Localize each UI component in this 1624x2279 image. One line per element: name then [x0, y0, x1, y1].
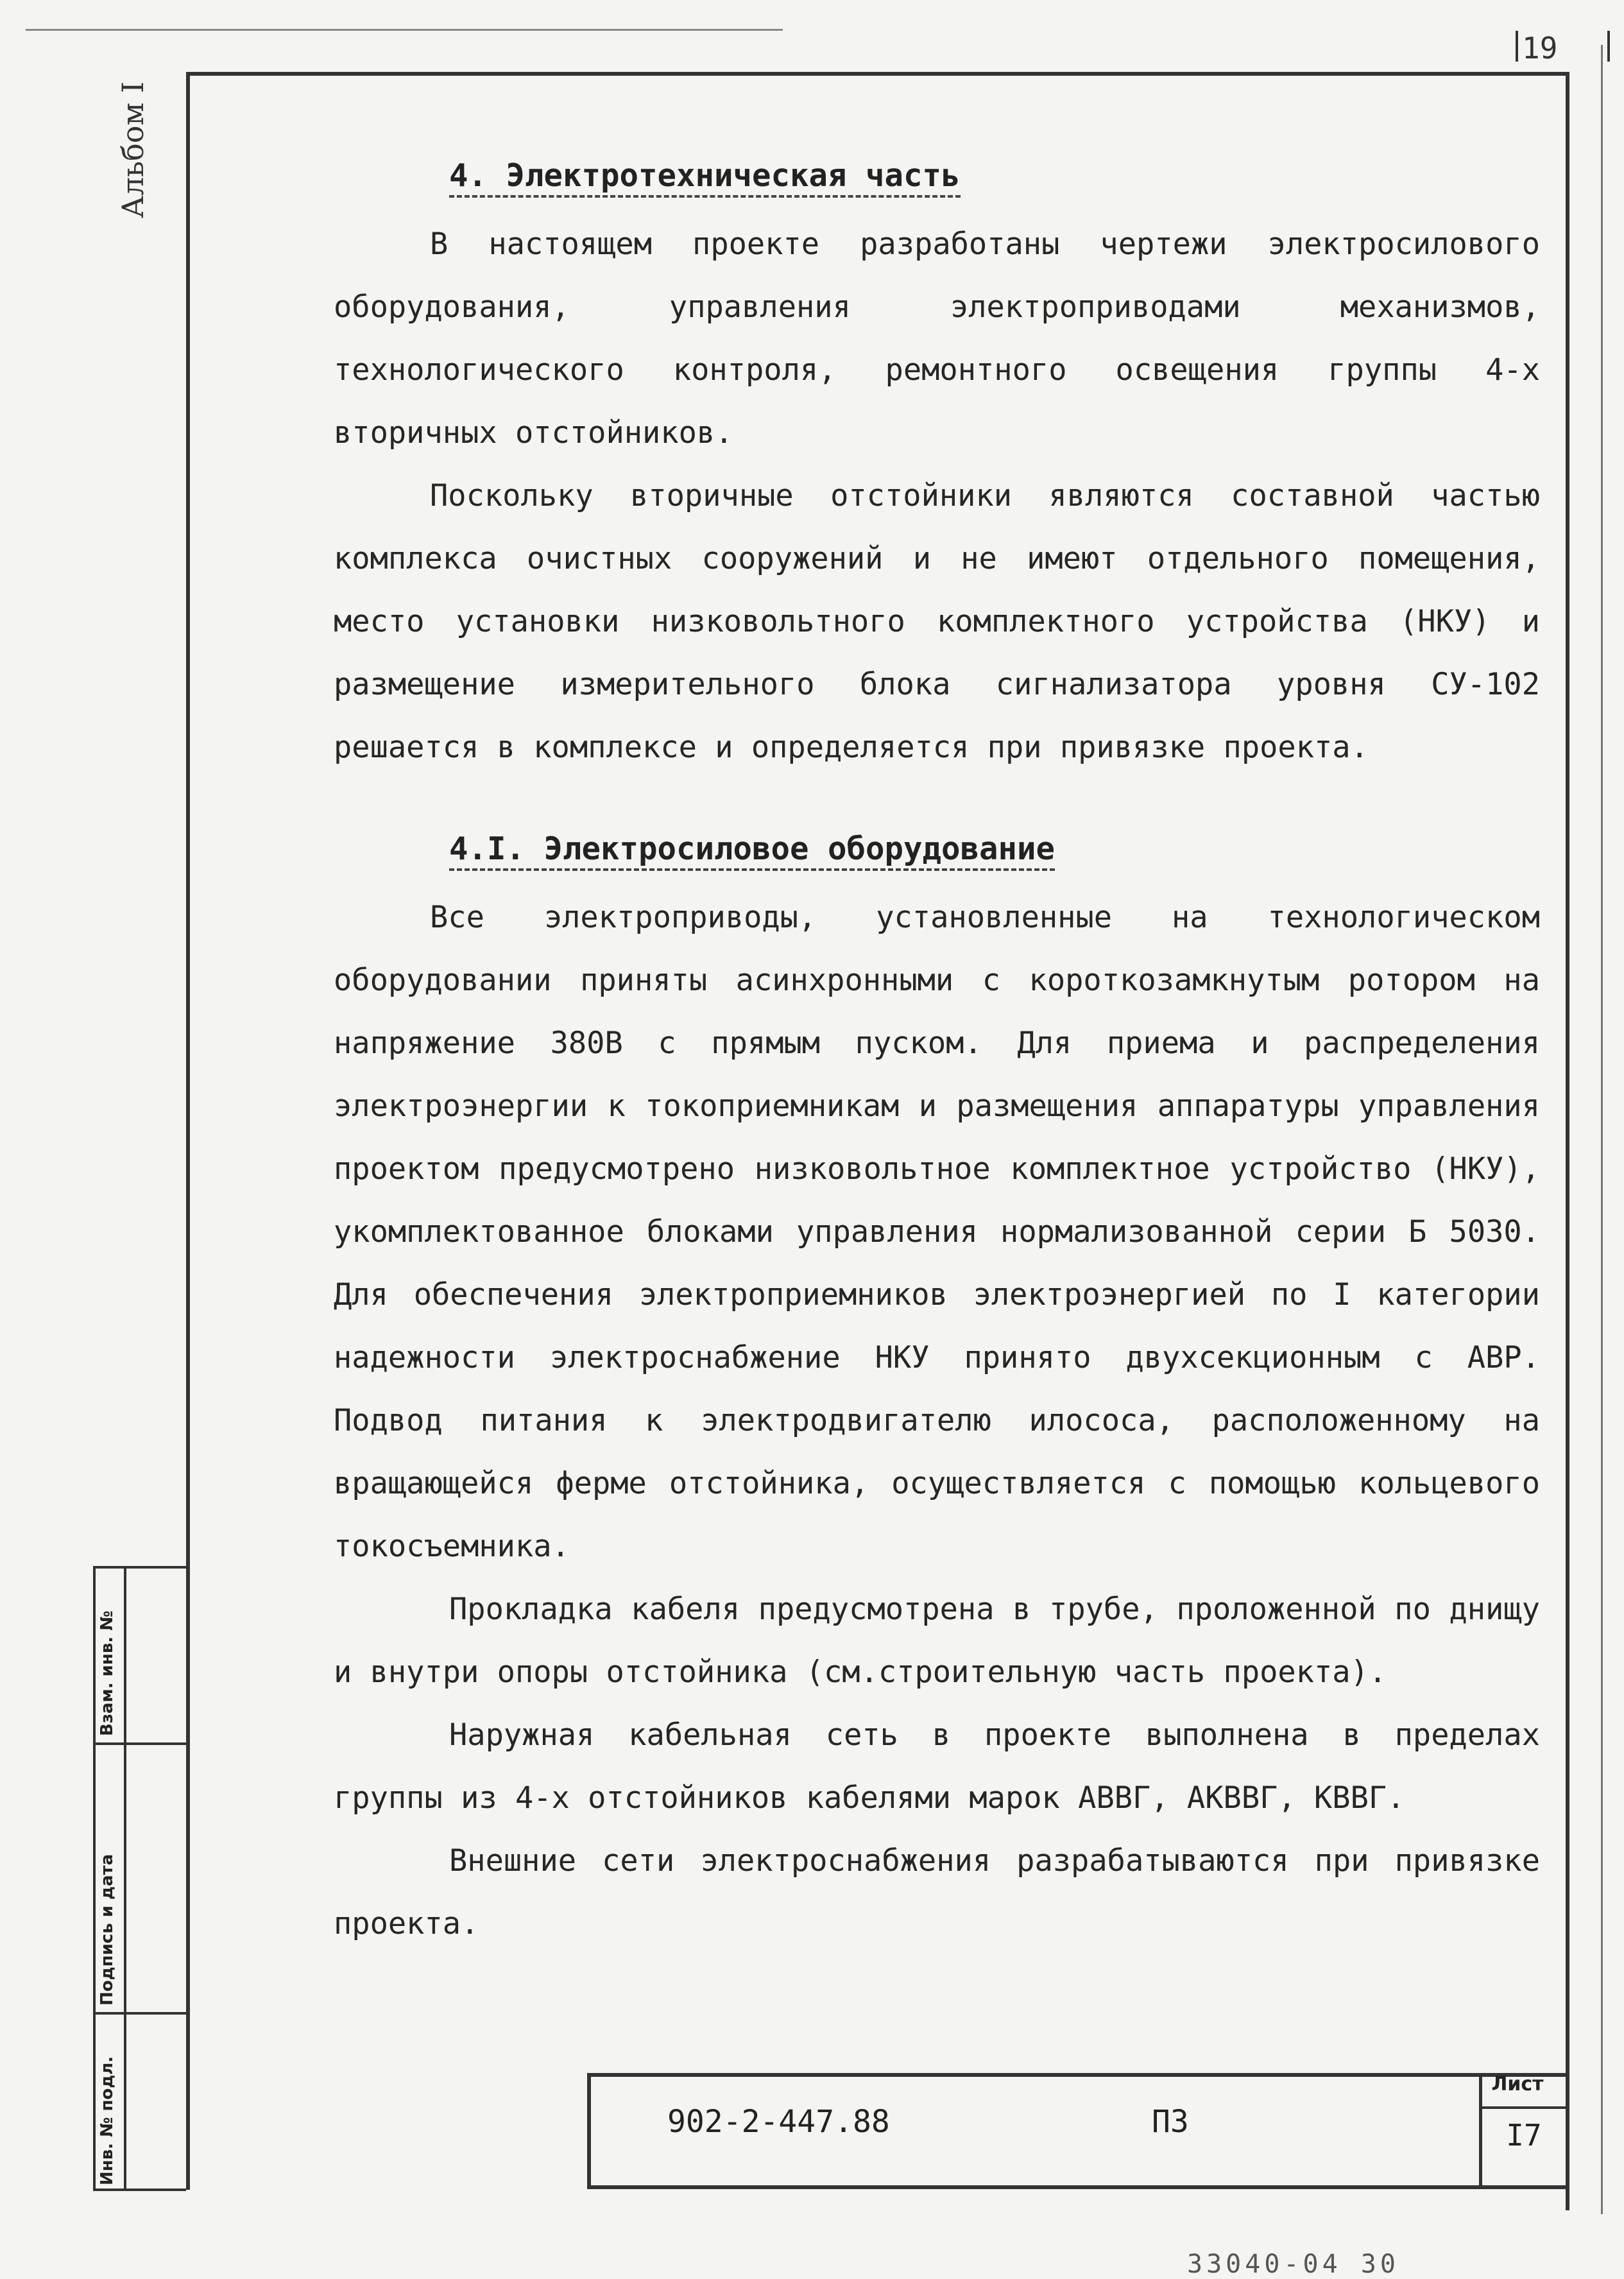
sheet-number: I7	[1506, 2118, 1542, 2153]
document-body	[334, 157, 1540, 1956]
title-block-bottom	[587, 2185, 1569, 2189]
bottom-cut-text: 33040-04 30	[1187, 2249, 1399, 2279]
album-label: Альбом I	[115, 81, 150, 218]
section-4-1-paragraph: Наружная кабельная сеть в проекте выполнена в пределах группы из 4-х отстойников кабелями марок АВВГ, АКВВГ, КВВГ.	[334, 1717, 1540, 1816]
stamp-left-line	[93, 1566, 96, 2189]
stamp-vzam-inv: Взам. инв. №	[98, 1610, 117, 1736]
document-section: ПЗ	[1152, 2104, 1189, 2140]
section-4-paragraph: Поскольку вторичные отстойники являются составной частью комплекса очистных сооружений и не имеют отдельного помещения, место установки низковольтного комплектного устройства (НКУ) и размещение измерительного блока сигнализатора уровня СУ-102 решается в комплексе и определяется при привязке проекта.	[334, 478, 1540, 765]
frame-right	[1566, 72, 1569, 2210]
corner-tick	[1607, 31, 1610, 62]
section-heading-4	[334, 157, 1540, 194]
section-heading-4-1-text: 4.I. Электросиловое оборудование	[449, 830, 1055, 871]
corner-tick	[1516, 31, 1518, 62]
frame-outer-right	[1601, 45, 1603, 2214]
document-code: 902-2-447.88	[667, 2104, 890, 2140]
stamp-row-line	[93, 1742, 186, 1745]
sheet-label: Лист	[1491, 2073, 1544, 2095]
stamp-mid-line	[124, 1566, 126, 2189]
frame-top	[186, 72, 1566, 76]
section-heading-4-1	[334, 830, 1540, 867]
section-4-paragraph: В настоящем проекте разработаны чертежи электросилового оборудования, управления электроприводами механизмов, технологического контроля, ремонтного освещения группы 4-х вторичных отстойников.	[334, 227, 1540, 451]
section-4-1-paragraph: Внешние сети электроснабжения разрабатываются при привязке проекта.	[334, 1843, 1540, 1941]
frame-left	[186, 72, 190, 2190]
section-4-1-paragraph: Все электроприводы, установленные на технологическом оборудовании приняты асинхронными с короткозамкнутым ротором на напряжение 380В с прямым пуском. Для приема и распределения электроэнергии к токоприемникам и размещения аппаратуры управления проектом предусмотрено низковольтное комплектное устройство (НКУ), укомплектованное блоками управления нормализованной серии Б 5030. Для обеспечения электроприемников электроэнергией по I категории надежности электроснабжение НКУ принято двухсекционным с АВР. Подвод питания к электродвигателю илососа, расположенному на вращающейся ферме отстойника, осуществляется с помощью кольцевого токосъемника.	[334, 900, 1540, 1564]
stamp-row-line	[93, 1566, 186, 1569]
section-heading-4-text: 4. Электротехническая часть	[449, 157, 961, 198]
title-block-divider	[1479, 2106, 1569, 2109]
title-block-top	[587, 2073, 1569, 2077]
title-block-left	[587, 2073, 591, 2189]
page-corner-number: 19	[1522, 31, 1558, 65]
stamp-row-line	[93, 2012, 186, 2015]
section-4-1-paragraph: Прокладка кабеля предусмотрена в трубе, проложенной по днищу и внутри опоры отстойника (см.строительную часть проекта).	[334, 1592, 1540, 1690]
stamp-row-line	[93, 2189, 186, 2191]
stamp-signature-date: Подпись и дата	[98, 1853, 117, 2006]
stamp-inv-no-podl: Инв. № подл.	[98, 2056, 117, 2185]
